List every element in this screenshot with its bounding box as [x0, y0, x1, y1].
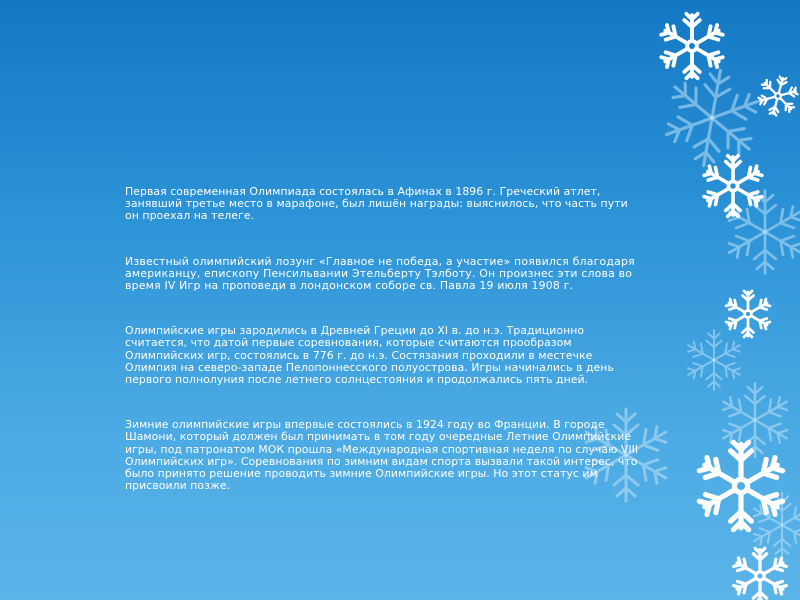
snowflake-icon [660, 14, 723, 78]
snowflake-icon [733, 548, 787, 600]
snowflake-icon [656, 62, 768, 174]
bullet-text: Известный олимпийский лозунг «Главное не победа, а участие» появился благодаря американцу, епископу Пенсильвании Этельберту Тэлботу. Он произнес эти слова во время IV Игр на проповеди в лондонском соборе св. Павла 19 июля 1908 г. [125, 254, 635, 293]
bullet-item [92, 419, 704, 492]
snowflake-icon [724, 191, 800, 274]
snowflake-icon [703, 156, 763, 217]
bullet-list [92, 186, 704, 492]
bullet-item [92, 325, 704, 386]
snowflake-icon [755, 72, 800, 119]
bullet-text: Зимние олимпийские игры впервые состоялись в 1924 году во Франции. В городе Шамони, который должен был принимать в том году очередные Летние Олимпийские игры, под патронатом МОК прошла «Международная спортивная неделя по случаю VIII Олимпийских игр». Соревнования по зимним видам спорта вызвали такой интерес, что было принято решение проводить зимние Олимпийские игры. Но этот статус им присвоили позже. [125, 418, 639, 493]
snowflake-icon [698, 442, 784, 529]
bullet-item [92, 256, 704, 293]
snowflake-icon [725, 291, 770, 337]
snowflake-icon [718, 383, 791, 457]
bullet-text: Первая современная Олимпиада состоялась в Афинах в 1896 г. Греческий атлет, занявший третье место в марафоне, был лишён награды: выяснилось, что часть пути он проехал на телеге. [125, 185, 628, 223]
bullet-item [92, 186, 704, 223]
bullet-text: Олимпийские игры зародились в Древней Греции до XI в. до н.э. Традиционно считается, что датой первые соревнования, которые считаются прообразом Олимпийских игр, состоялись в 776 г. до н.э. Состязания проходили в местечке Олимпия на северо-западе Пелопоннесского полуострова. Игры начинались в день первого полнолуния после летнего солнцестояния и продолжались пять дней. [125, 324, 614, 387]
